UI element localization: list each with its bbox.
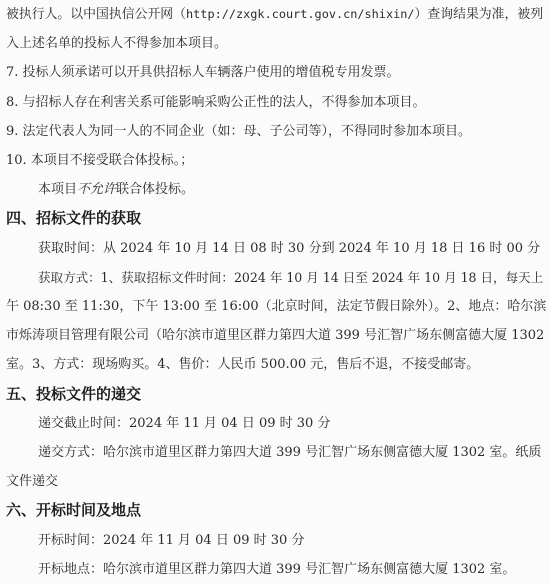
paragraph-text: 被执行人。以中国执信公开网（ bbox=[6, 7, 187, 22]
section-heading-5: 五、投标文件的递交 bbox=[6, 384, 142, 403]
consortium-note bbox=[6, 175, 546, 204]
requirement-item-9: 9. 法定代表人为同一人的不同企业（如：母、子公司等），不得同时参加本项目。 bbox=[6, 123, 472, 139]
opening-time: 开标时间：2024 年 11 月 04 日 09 时 30 分 bbox=[38, 532, 305, 548]
note-text: 联合体投标。 bbox=[116, 182, 195, 198]
note-emphasis: 不允许 bbox=[77, 182, 117, 198]
opening-place: 开标地点：哈尔滨市道里区群力第四大道 399 号汇智广场东侧富德大厦 1302 室。 bbox=[38, 561, 516, 577]
submission-method-line-2: 文件递交 bbox=[6, 474, 59, 490]
acquisition-time: 获取时间：从 2024 年 10 月 14 日 08 时 30 分到 2024 年 10 月 18 日 16 时 00 分 bbox=[38, 240, 541, 256]
acquisition-method-line-4: 室。3、方式：现场购买。4、售价：人民币 500.00 元，售后不退，不接受邮寄。 bbox=[6, 357, 480, 373]
section-heading-6: 六、开标时间及地点 bbox=[6, 501, 142, 520]
acquisition-method-line-1: 获取方式：1、获取招标文件时间：2024 年 10 月 14 日至 2024 年 10 月 18 日，每天上 bbox=[38, 269, 544, 285]
requirement-item-10: 10. 本项目不接受联合体投标。； bbox=[6, 153, 194, 169]
submission-deadline: 递交截止时间：2024 年 11 月 04 日 09 时 30 分 bbox=[38, 415, 331, 431]
requirement-item-7: 7. 投标人须承诺可以开具供招标人车辆落户使用的增值税专用发票。 bbox=[6, 65, 400, 81]
paragraph-dishonest-parties bbox=[6, 0, 546, 29]
acquisition-method-line-3: 市烁涛项目管理有限公司（哈尔滨市道里区群力第四大道 399 号汇智广场东侧富德大厦 1302 bbox=[6, 328, 545, 344]
acquisition-method-line-2: 午 08:30 至 11:30，下午 13:00 至 16:00（北京时间，法定节假日除外）。2、地点：哈尔滨 bbox=[6, 299, 547, 315]
shixin-url: http://zxgk.court.gov.cn/shixin/ bbox=[186, 7, 415, 21]
document-body bbox=[6, 0, 546, 584]
section-heading-4: 四、招标文件的获取 bbox=[6, 209, 142, 228]
paragraph-continuation: 入上述名单的投标人不得参加本项目。 bbox=[6, 36, 228, 52]
note-text: 本项目 bbox=[38, 182, 78, 198]
paragraph-text: ）查询结果为准，被列 bbox=[414, 7, 544, 22]
submission-method-line-1: 递交方式：哈尔滨市道里区群力第四大道 399 号汇智广场东侧富德大厦 1302 室。纸质 bbox=[38, 445, 542, 461]
requirement-item-8: 8. 与招标人存在利害关系可能影响采购公正性的法人，不得参加本项目。 bbox=[6, 94, 426, 110]
